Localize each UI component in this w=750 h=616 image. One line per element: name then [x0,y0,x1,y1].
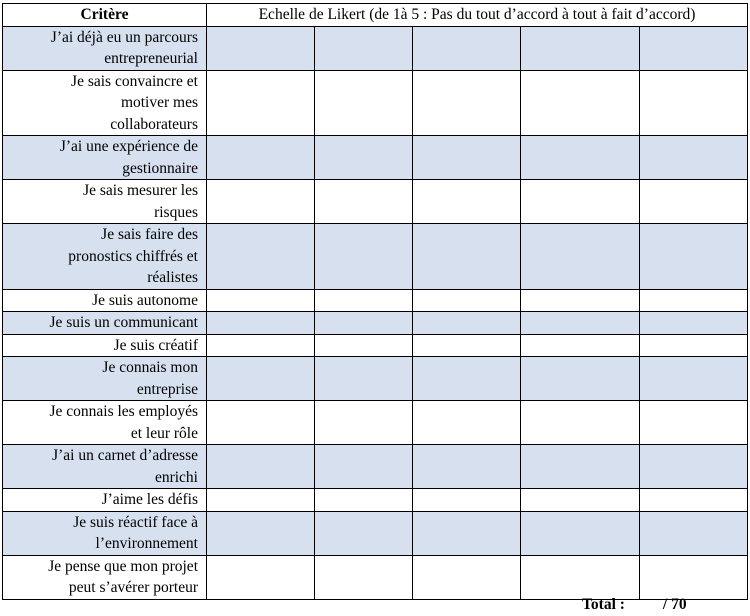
likert-rating-cell[interactable] [413,555,521,599]
likert-rating-cell[interactable] [521,70,640,136]
table-row [3,26,748,70]
likert-rating-cell[interactable] [315,289,413,312]
table-row [3,511,748,555]
likert-rating-cell[interactable] [521,312,640,335]
likert-rating-cell[interactable] [640,70,748,136]
likert-rating-cell[interactable] [315,312,413,335]
criterion-text-line: J’aime les défis [101,491,198,508]
criterion-text-line: Je suis un communicant [49,314,198,331]
likert-rating-cell[interactable] [315,224,413,290]
table-header-row [3,4,748,27]
likert-rating-cell[interactable] [521,511,640,555]
likert-rating-cell[interactable] [207,312,315,335]
likert-rating-cell[interactable] [413,136,521,180]
likert-rating-cell[interactable] [315,180,413,224]
likert-rating-cell[interactable] [413,334,521,357]
criterion-cell [3,70,207,136]
likert-rating-cell[interactable] [640,445,748,489]
likert-rating-cell[interactable] [640,180,748,224]
total-score [582,596,687,614]
likert-rating-cell[interactable] [521,357,640,401]
criterion-text-line: Je sais mesurer les [83,182,198,199]
likert-rating-cell[interactable] [640,401,748,445]
criterion-text-line: J’ai une expérience de [59,138,198,155]
table-row [3,180,748,224]
criterion-text-line: Je suis réactif face à [73,513,198,531]
likert-rating-cell[interactable] [413,489,521,512]
table-row [3,555,748,599]
likert-rating-cell[interactable] [207,289,315,312]
likert-rating-cell[interactable] [521,555,640,599]
criterion-text-line: J’ai un carnet d’adresse [52,447,198,464]
likert-rating-cell[interactable] [413,70,521,136]
table-row [3,334,748,357]
criterion-text-line: J’ai déjà eu un parcours [50,28,198,46]
likert-rating-cell[interactable] [413,312,521,335]
likert-rating-cell[interactable] [315,555,413,599]
likert-rating-cell[interactable] [521,180,640,224]
total-max: / 70 [662,596,687,613]
likert-rating-cell[interactable] [413,180,521,224]
table-row [3,312,748,335]
likert-rating-cell[interactable] [640,26,748,70]
likert-rating-cell[interactable] [640,289,748,312]
likert-rating-cell[interactable] [207,489,315,512]
likert-rating-cell[interactable] [640,136,748,180]
criterion-cell [3,511,207,555]
likert-rating-cell[interactable] [207,511,315,555]
likert-rating-cell[interactable] [521,445,640,489]
criterion-text-line: Je connais mon [102,359,198,376]
likert-rating-cell[interactable] [207,445,315,489]
likert-rating-cell[interactable] [521,26,640,70]
criterion-text-line: motiver mes [120,94,198,111]
likert-rating-cell[interactable] [521,334,640,357]
likert-rating-cell[interactable] [207,401,315,445]
likert-rating-cell[interactable] [640,511,748,555]
criterion-cell [3,136,207,180]
likert-rating-cell[interactable] [207,357,315,401]
criterion-text-line: Je suis autonome [92,291,198,309]
likert-rating-cell[interactable] [315,511,413,555]
likert-rating-cell[interactable] [315,136,413,180]
likert-rating-cell[interactable] [207,70,315,136]
likert-rating-cell[interactable] [640,334,748,357]
likert-rating-cell[interactable] [413,401,521,445]
table-row [3,224,748,290]
likert-rating-cell[interactable] [207,224,315,290]
criterion-cell [3,489,207,512]
likert-rating-cell[interactable] [315,357,413,401]
likert-scale-table [2,3,748,600]
criterion-text-line: gestionnaire [122,159,198,177]
likert-rating-cell[interactable] [640,312,748,335]
likert-rating-cell[interactable] [207,180,315,224]
criterion-text-line: enrichi [154,468,198,486]
criterion-text-line: Je sais convaincre et [71,72,198,90]
table-row [3,489,748,512]
criterion-cell [3,555,207,599]
criterion-text-line: et leur rôle [130,424,198,442]
criterion-cell [3,26,207,70]
criterion-text-line: risques [154,203,198,221]
criterion-text-line: l’environnement [95,535,198,552]
likert-rating-cell[interactable] [521,136,640,180]
likert-rating-cell[interactable] [640,224,748,290]
likert-rating-cell[interactable] [413,224,521,290]
table-row [3,136,748,180]
likert-rating-cell[interactable] [521,289,640,312]
likert-rating-cell[interactable] [315,334,413,357]
criterion-text-line: Je sais faire des [101,226,198,243]
likert-rating-cell[interactable] [315,70,413,136]
criterion-cell [3,334,207,357]
criterion-cell [3,289,207,312]
criterion-cell [3,445,207,489]
criterion-text-line: Je suis créatif [113,336,198,354]
likert-rating-cell[interactable] [413,511,521,555]
criterion-text-line: collaborateurs [110,115,198,133]
likert-rating-cell[interactable] [207,26,315,70]
total-label: Total : [582,596,625,613]
table-row [3,357,748,401]
likert-rating-cell[interactable] [315,26,413,70]
likert-rating-cell[interactable] [315,401,413,445]
likert-rating-cell[interactable] [640,555,748,599]
likert-rating-cell[interactable] [413,445,521,489]
criterion-text-line: Je pense que mon projet [48,557,198,575]
criterion-text-line: peut s’avérer porteur [68,579,198,596]
criterion-cell [3,180,207,224]
likert-rating-cell[interactable] [207,334,315,357]
likert-rating-cell[interactable] [207,555,315,599]
likert-rating-cell[interactable] [413,357,521,401]
criterion-text-line: entrepreneurial [104,50,198,67]
likert-rating-cell[interactable] [521,401,640,445]
criterion-header: Critère [3,4,207,27]
criterion-cell [3,357,207,401]
likert-rating-cell[interactable] [207,136,315,180]
criterion-text-line: pronostics chiffrés et [68,247,198,265]
likert-rating-cell[interactable] [315,489,413,512]
criterion-cell [3,224,207,290]
criterion-cell [3,401,207,445]
likert-rating-cell[interactable] [640,357,748,401]
table-row [3,401,748,445]
table-row [3,70,748,136]
criterion-text-line: Je connais les employés [49,403,198,420]
likert-rating-cell[interactable] [521,224,640,290]
likert-rating-cell[interactable] [315,445,413,489]
likert-scale-header: Echelle de Likert (de 1à 5 : Pas du tout d’accord à tout à fait d’accord) [207,4,748,27]
table-row [3,445,748,489]
likert-rating-cell[interactable] [413,26,521,70]
likert-rating-cell[interactable] [413,289,521,312]
likert-rating-cell[interactable] [640,489,748,512]
criterion-cell [3,312,207,335]
table-row [3,289,748,312]
criterion-text-line: entreprise [136,380,198,398]
likert-rating-cell[interactable] [521,489,640,512]
criterion-text-line: réalistes [147,269,198,286]
